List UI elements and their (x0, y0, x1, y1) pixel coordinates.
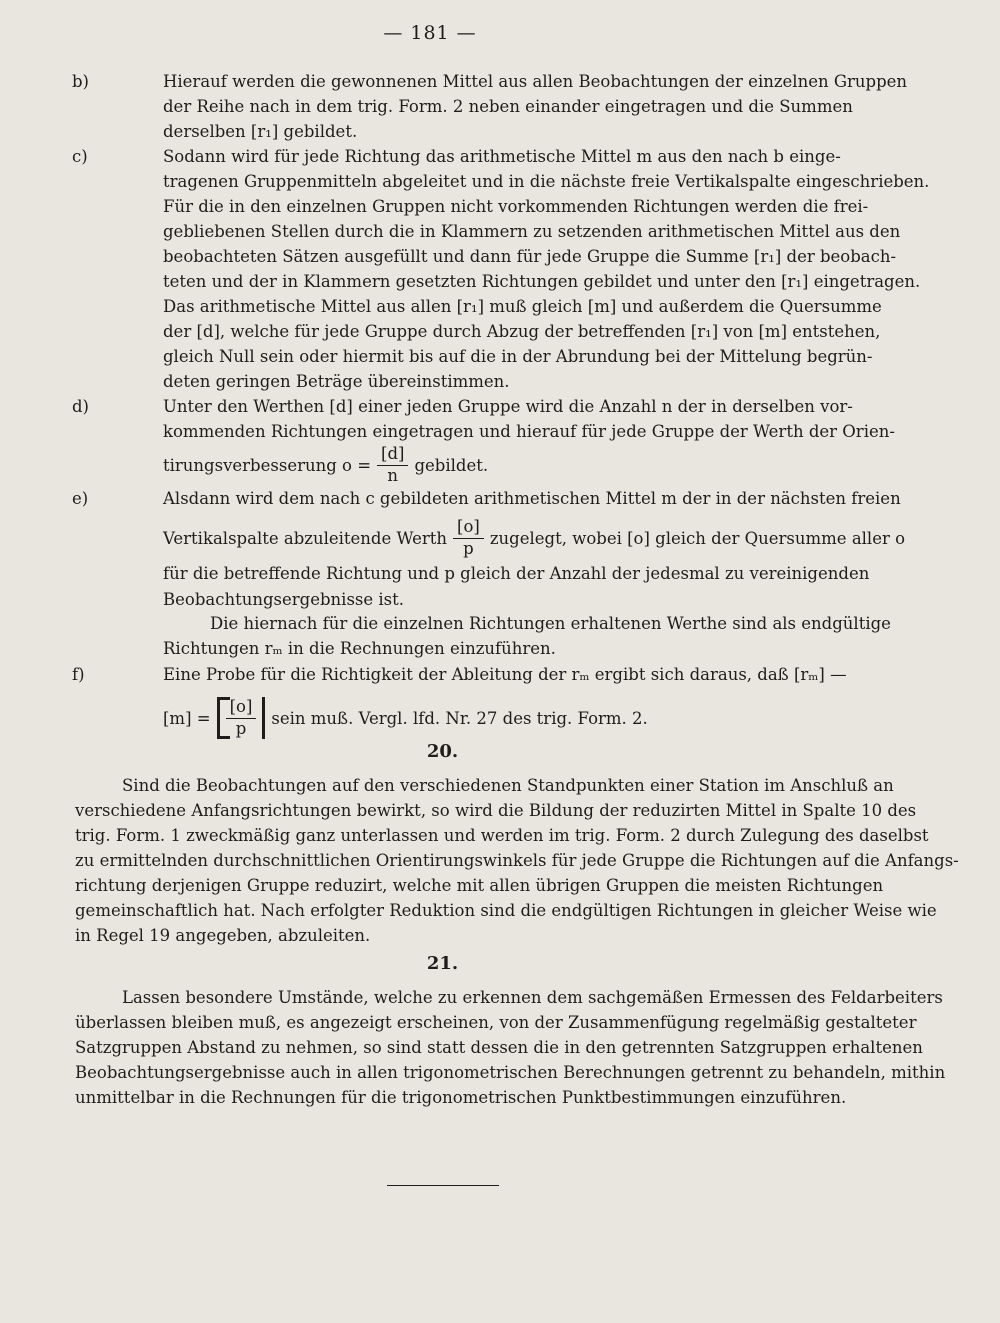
text-line: deten geringen Beträge übereinstimmen. (163, 372, 510, 391)
text-line: beobachteten Sätzen ausgefüllt und dann für jede Gruppe die Summe [r₁] der beobach- (163, 247, 897, 266)
orientation-formula (163, 440, 488, 490)
text-line: verschiedene Anfangsrichtungen bewirkt, so wird die Bildung der reduzirten Mittel in Spalte 10 des (75, 801, 917, 820)
bracket-group (217, 697, 266, 739)
text-line: Richtungen rₘ in die Rechnungen einzuführen. (163, 639, 556, 658)
fraction (453, 519, 484, 557)
text-line: gemeinschaftlich hat. Nach erfolgter Reduktion sind die endgültigen Richtungen in gleicher Weise wie (75, 901, 937, 920)
formula-text: Vertikalspalte abzuleitende Werth (163, 528, 448, 548)
fraction-denominator: n (387, 465, 399, 485)
text-line: Satzgruppen Abstand zu nehmen, so sind statt dessen die in den getrennten Satzgruppen erhaltenen (75, 1038, 923, 1057)
text-line: Hierauf werden die gewonnenen Mittel aus allen Beobachtungen der einzelnen Gruppen (163, 72, 908, 91)
fraction (377, 446, 408, 484)
text-line: Alsdann wird dem nach c gebildeten arithmetischen Mittel m der in der nächsten freien (163, 489, 901, 508)
text-line: Die hiernach für die einzelnen Richtungen erhaltenen Werthe sind als endgültige (210, 614, 891, 633)
text-line: der [d], welche für jede Gruppe durch Abzug der betreffenden [r₁] von [m] entstehen, (163, 322, 881, 341)
formula-text: zugelegt, wobei [o] gleich der Quersumme aller o (489, 528, 906, 548)
text-line: Beobachtungsergebnisse auch in allen trigonometrischen Berechnungen getrennt zu behandeln, mithin (75, 1063, 946, 1082)
item-c-label: c) (72, 147, 88, 166)
werth-formula-line (163, 513, 906, 563)
item-b-label: b) (72, 72, 89, 91)
formula-text: [m] = (163, 708, 211, 728)
formula-text: gebildet. (414, 455, 489, 475)
page-number: — 181 — (383, 22, 477, 44)
item-f-label: f) (72, 665, 85, 684)
text-line: trig. Form. 1 zweckmäßig ganz unterlassen und werden im trig. Form. 2 durch Zulegung des daselbst (75, 826, 929, 845)
section-heading: 20. (426, 741, 459, 762)
text-line: Das arithmetische Mittel aus allen [r₁] muß gleich [m] und außerdem die Quersumme (163, 297, 882, 316)
text-line: Beobachtungsergebnisse ist. (163, 590, 405, 609)
text-line: in Regel 19 angegeben, abzuleiten. (75, 926, 371, 945)
fraction-denominator: p (235, 718, 247, 738)
text-line: tragenen Gruppenmitteln abgeleitet und in die nächste freie Vertikalspalte eingeschrieben. (163, 172, 930, 191)
fraction-numerator: [d] (377, 446, 408, 466)
text-line: Sind die Beobachtungen auf den verschiedenen Standpunkten einer Station im Anschluß an (122, 776, 894, 795)
text-line: Für die in den einzelnen Gruppen nicht vorkommenden Richtungen werden die frei- (163, 197, 869, 216)
text-line: Unter den Werthen [d] einer jeden Gruppe wird die Anzahl n der in derselben vor- (163, 397, 853, 416)
end-rule (387, 1185, 499, 1186)
section-heading: 21. (426, 953, 459, 974)
formula-text: tirungsverbesserung o = (163, 455, 372, 475)
fraction (226, 699, 257, 737)
text-line: teten und der in Klammern gesetzten Richtungen gebildet und unter den [r₁] eingetragen. (163, 272, 921, 291)
probe-formula (163, 690, 648, 746)
text-line: der Reihe nach in dem trig. Form. 2 neben einander eingetragen und die Summen (163, 97, 853, 116)
fraction-denominator: p (463, 538, 474, 558)
text-line: Eine Probe für die Richtigkeit der Ableitung der rₘ ergibt sich daraus, daß [rₘ] — (163, 665, 847, 684)
fraction-numerator: [o] (226, 699, 257, 719)
text-line: unmittelbar in die Rechnungen für die trigonometrischen Punktbestimmungen einzuführen. (75, 1088, 847, 1107)
text-line: kommenden Richtungen eingetragen und hierauf für jede Gruppe der Werth der Orien- (163, 422, 895, 441)
text-line: überlassen bleiben muß, es angezeigt erscheinen, von der Zusammenfügung regelmäßig gestalteter (75, 1013, 917, 1032)
fraction-numerator: [o] (453, 519, 484, 539)
formula-text: sein muß. Vergl. lfd. Nr. 27 des trig. Form. 2. (271, 708, 648, 728)
text-line: Sodann wird für jede Richtung das arithmetische Mittel m aus den nach b einge- (163, 147, 841, 166)
text-line: für die betreffende Richtung und p gleich der Anzahl der jedesmal zu vereinigenden (163, 564, 870, 583)
item-e-label: e) (72, 489, 89, 508)
text-line: zu ermittelnden durchschnittlichen Orientirungswinkels für jede Gruppe die Richtungen auf die Anfangs- (75, 851, 959, 870)
text-line: derselben [r₁] gebildet. (163, 122, 358, 141)
item-d-label: d) (72, 397, 89, 416)
text-line: Lassen besondere Umstände, welche zu erkennen dem sachgemäßen Ermessen des Feldarbeiters (122, 988, 943, 1007)
text-line: gebliebenen Stellen durch die in Klammern zu setzenden arithmetischen Mittel aus den (163, 222, 901, 241)
text-line: gleich Null sein oder hiermit bis auf die in der Abrundung bei der Mittelung begrün- (163, 347, 873, 366)
text-line: richtung derjenigen Gruppe reduzirt, welche mit allen übrigen Gruppen die meisten Richtungen (75, 876, 884, 895)
